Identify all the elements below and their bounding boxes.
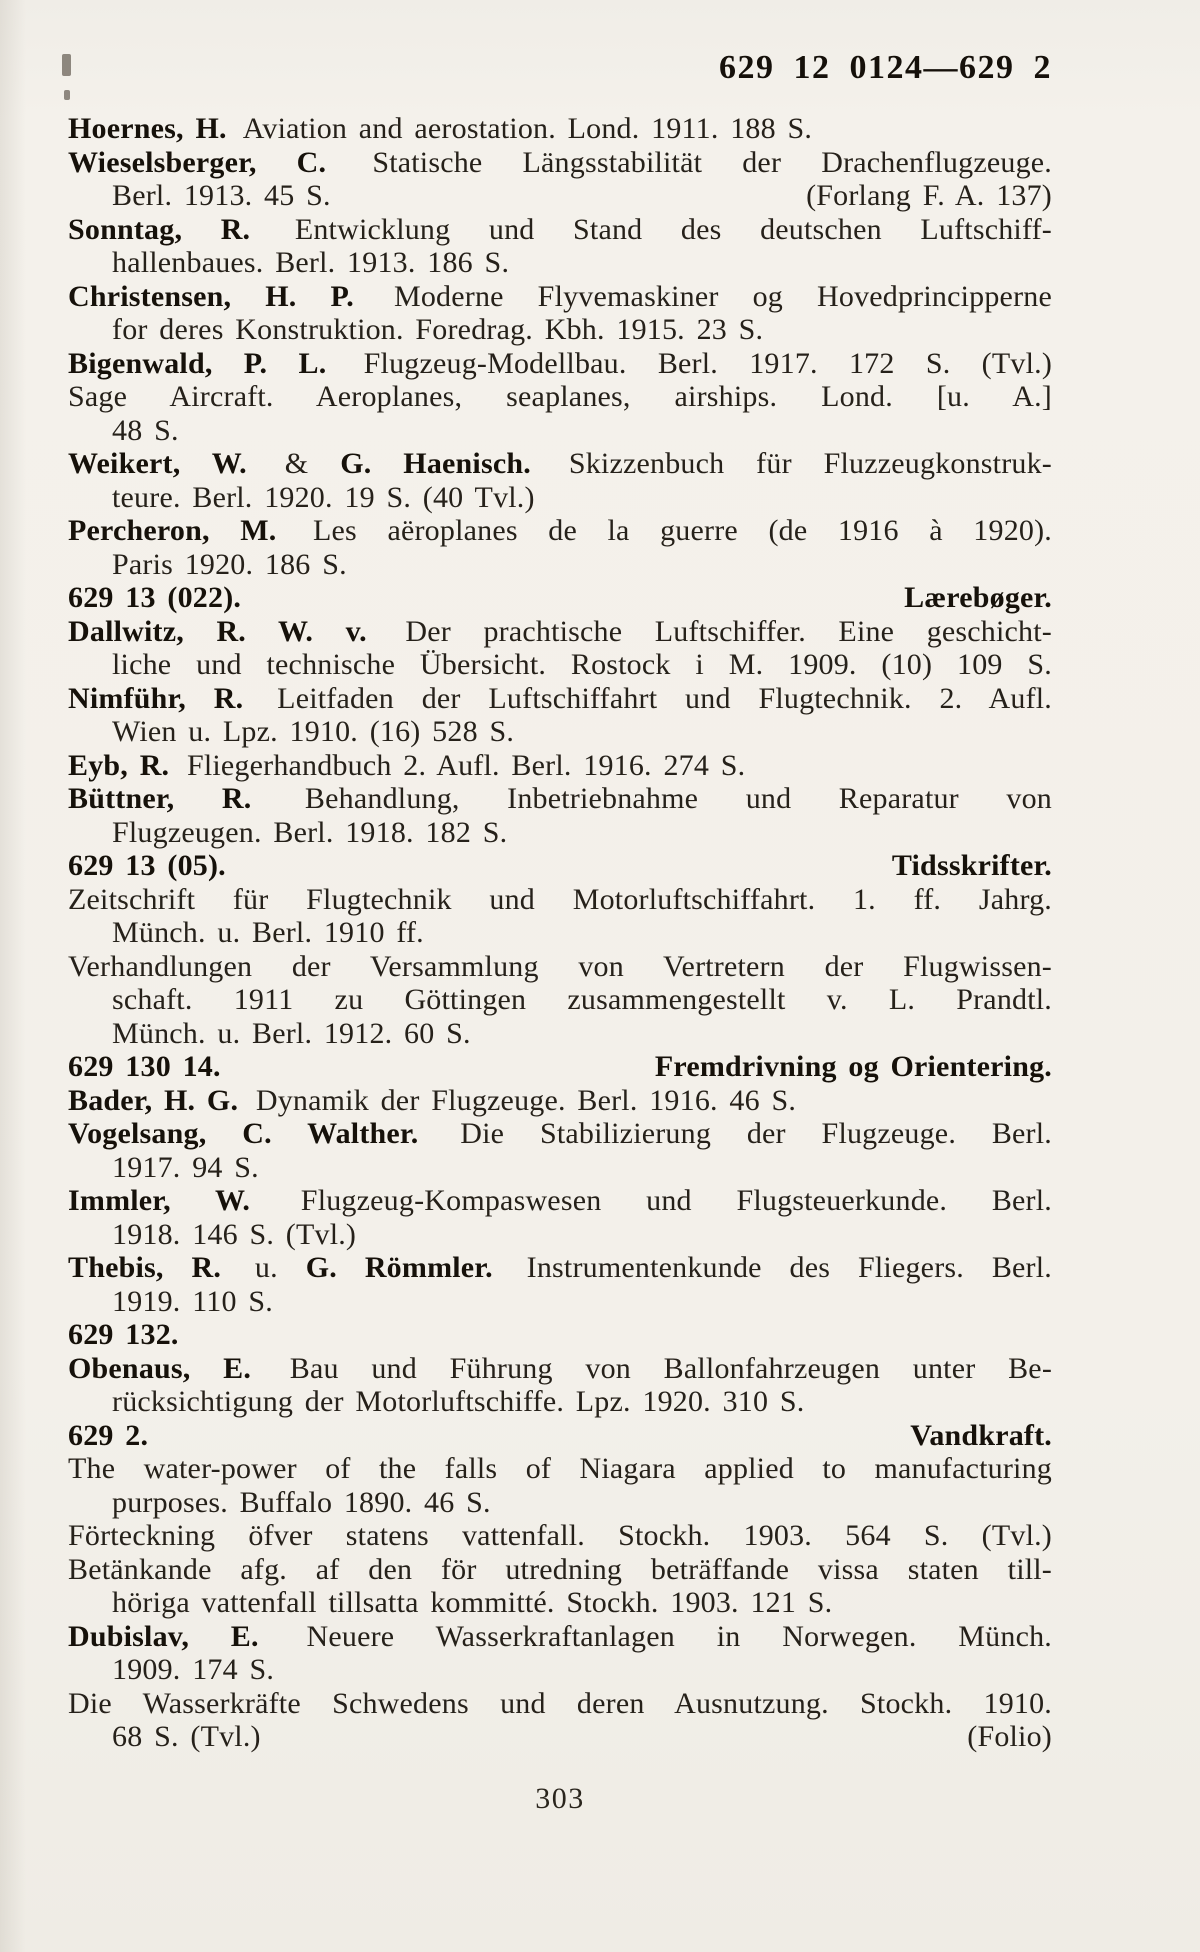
line-text	[112, 246, 509, 279]
line-text	[112, 1151, 259, 1184]
line-text	[112, 548, 347, 581]
catalog-line	[68, 1720, 1052, 1754]
catalog-line	[68, 179, 1052, 213]
line-text	[112, 481, 535, 514]
catalog-line	[68, 280, 1052, 314]
line-text	[68, 514, 1052, 547]
catalog-line	[68, 648, 1052, 682]
line-text	[112, 1385, 804, 1418]
catalog-line	[68, 1017, 1052, 1051]
entry-author: G. Haenisch.	[340, 447, 531, 480]
page-number: 303	[535, 1782, 585, 1815]
line-text	[68, 1084, 796, 1117]
catalog-line	[68, 749, 1052, 783]
entry-text: Sage Aircraft. Aeroplanes, seaplanes, airships. Lond. [u. A.]	[68, 380, 1052, 413]
catalog-line	[68, 1687, 1052, 1721]
line-text	[68, 380, 1052, 413]
entry-author: 629 2.	[68, 1418, 149, 1452]
entry-text: Wien u. Lpz. 1910. (16) 528 S.	[112, 715, 515, 748]
catalog-line	[68, 849, 1052, 883]
catalog-line	[68, 1385, 1052, 1419]
catalog-line	[68, 1151, 1052, 1185]
catalog-line	[68, 816, 1052, 850]
entry-author: 629 13 (05).	[68, 849, 226, 882]
line-text	[68, 280, 1052, 313]
entry-author: Bader, H. G.	[68, 1083, 239, 1117]
entry-text: Instrumentenkunde des Fliegers. Berl.	[498, 1251, 1052, 1284]
catalog-line	[68, 313, 1052, 347]
entry-text: Flugzeugen. Berl. 1918. 182 S.	[112, 815, 508, 849]
line-text	[68, 1687, 1052, 1720]
entry-text: Betänkande afg. af den för utredning beträffande vissa staten till-	[68, 1552, 1052, 1586]
catalog-line	[68, 1586, 1052, 1620]
catalog-lines	[68, 112, 1052, 1754]
catalog-line	[68, 481, 1052, 515]
entry-text: purposes. Buffalo 1890. 46 S.	[112, 1485, 491, 1519]
entry-text: teure. Berl. 1920. 19 S. (40 Tvl.)	[112, 480, 535, 514]
line-text	[68, 1318, 185, 1351]
entry-note: (Folio)	[967, 1720, 1052, 1753]
entry-author: Bigenwald, P. L.	[68, 346, 327, 380]
catalog-line	[68, 1620, 1052, 1654]
entry-author: 629 130 14.	[68, 1050, 221, 1083]
entry-author: Immler, W.	[68, 1184, 251, 1217]
entry-text: Leitfaden der Luftschiffahrt und Flugtechnik. 2. Aufl.	[249, 681, 1052, 715]
entry-text: Münch. u. Berl. 1910 ff.	[112, 916, 424, 949]
entry-text: 1919. 110 S.	[112, 1284, 273, 1318]
line-text	[68, 1620, 1052, 1653]
entry-text: höriga vattenfall tillsatta kommitté. Stockh. 1903. 121 S.	[112, 1586, 833, 1619]
line-text	[68, 1452, 1052, 1485]
catalog-line	[68, 213, 1052, 247]
catalog-line	[68, 1117, 1052, 1151]
catalog-line	[68, 112, 1052, 146]
line-text	[68, 682, 1052, 715]
entry-text: Flugzeug-Kompaswesen und Flugsteuerkunde. Berl.	[256, 1184, 1052, 1217]
entry-text: Paris 1920. 186 S.	[112, 547, 347, 581]
entry-text: Moderne Flyvemaskiner og Hovedprincipperne	[359, 279, 1052, 313]
line-text	[112, 1720, 261, 1754]
catalog-line	[68, 782, 1052, 816]
line-text	[68, 213, 1052, 246]
scan-artifact	[64, 90, 70, 100]
page-header-classification-code: 629 12 0124—629 2	[719, 49, 1052, 86]
entry-text: Zeitschrift für Flugtechnik und Motorluftschiffahrt. 1. ff. Jahrg.	[68, 882, 1052, 916]
entry-author: Wieselsberger, C.	[68, 145, 327, 179]
line-text	[68, 112, 812, 145]
section-label: Tidsskrifter.	[891, 849, 1052, 882]
line-text	[68, 1419, 154, 1453]
catalog-line	[68, 1352, 1052, 1386]
entry-text: hallenbaues. Berl. 1913. 186 S.	[112, 246, 510, 279]
line-text	[68, 950, 1052, 983]
line-text	[112, 1586, 832, 1619]
line-text	[68, 146, 1052, 179]
entry-author: Büttner, R.	[68, 782, 252, 815]
entry-text: Der prachtische Luftschiffer. Eine geschicht-	[372, 614, 1052, 648]
entry-text: Münch. u. Berl. 1912. 60 S.	[112, 1016, 471, 1050]
line-text	[68, 1117, 1052, 1150]
catalog-line	[68, 1084, 1052, 1118]
entry-text: Neuere Wasserkraftanlagen in Norwegen. Münch.	[264, 1619, 1052, 1653]
line-text	[68, 1519, 1052, 1552]
line-text	[68, 1553, 1052, 1586]
line-text	[68, 1251, 1052, 1284]
entry-text: 1918. 146 S. (Tvl.)	[112, 1217, 357, 1251]
catalog-line	[68, 1553, 1052, 1587]
catalog-line	[68, 146, 1052, 180]
entry-text: liche und technische Übersicht. Rostock i M. 1909. (10) 109 S.	[112, 648, 1052, 681]
entry-text: The water-power of the falls of Niagara applied to manufacturing	[68, 1452, 1052, 1485]
entry-author: Hoernes, H.	[68, 112, 227, 145]
catalog-line	[68, 514, 1052, 548]
catalog-line	[68, 447, 1052, 481]
entry-text: rücksichtigung der Motorluftschiffe. Lpz. 1920. 310 S.	[112, 1385, 805, 1418]
entry-text: Aviation and aerostation. Lond. 1911. 188 S.	[232, 112, 813, 145]
entry-text: Die Wasserkräfte Schwedens und deren Ausnutzung. Stockh. 1910.	[68, 1686, 1052, 1720]
entry-text: Behandlung, Inbetriebnahme und Reparatur von	[257, 782, 1052, 815]
line-text	[112, 816, 507, 849]
catalog-line	[68, 682, 1052, 716]
entry-text: Statische Längsstabilität der Drachenflugzeuge.	[332, 145, 1052, 179]
entry-text: u.	[227, 1251, 306, 1284]
catalog-line	[68, 1218, 1052, 1252]
catalog-line	[68, 615, 1052, 649]
entry-author: 629 13 (022).	[68, 581, 242, 614]
entry-text: 68 S. (Tvl.)	[112, 1720, 261, 1753]
line-text	[68, 1184, 1052, 1217]
catalog-line	[68, 414, 1052, 448]
section-label: Vandkraft.	[910, 1418, 1052, 1452]
catalog-line	[68, 380, 1052, 414]
catalog-line	[68, 347, 1052, 381]
entry-text: schaft. 1911 zu Göttingen zusammengestellt v. L. Prandtl.	[112, 983, 1052, 1016]
catalog-line	[68, 1419, 1052, 1453]
entry-author: G. Römmler.	[305, 1251, 493, 1284]
section-label: Fremdrivning og Orientering.	[654, 1050, 1052, 1083]
catalog-line	[68, 1486, 1052, 1520]
catalog-line	[68, 1318, 1052, 1352]
line-text	[68, 849, 232, 883]
entry-text: Verhandlungen der Versammlung von Vertretern der Flugwissen-	[68, 949, 1052, 983]
entry-author: Dubislav, E.	[68, 1619, 259, 1653]
catalog-line	[68, 1251, 1052, 1285]
catalog-line	[68, 715, 1052, 749]
catalog-line	[68, 1653, 1052, 1687]
catalog-line	[68, 1452, 1052, 1486]
line-text	[68, 749, 745, 782]
section-label: Lærebøger.	[904, 581, 1052, 614]
entry-text: Dynamik der Flugzeuge. Berl. 1916. 46 S.	[244, 1083, 797, 1117]
entry-author: Thebis, R.	[68, 1251, 222, 1284]
entry-note: (Forlang F. A. 137)	[806, 179, 1052, 212]
entry-author: Dallwitz, R. W. v.	[68, 614, 367, 648]
entry-text: Entwicklung und Stand des deutschen Luftschiff-	[256, 212, 1052, 246]
line-text	[68, 782, 1052, 815]
entry-text: 1909. 174 S.	[112, 1653, 275, 1686]
line-text	[68, 1352, 1052, 1385]
entry-text: Die Stabilizierung der Flugzeuge. Berl.	[424, 1117, 1052, 1150]
entry-author: Nimführ, R.	[68, 681, 244, 715]
entry-author: Eyb, R.	[68, 748, 170, 782]
line-text	[112, 983, 1052, 1016]
line-text	[68, 615, 1052, 648]
entry-text: Berl. 1913. 45 S.	[112, 179, 331, 212]
line-text	[68, 581, 247, 615]
entry-text: &	[252, 447, 341, 480]
entry-text: Flugzeug-Modellbau. Berl. 1917. 172 S. (Tvl.)	[332, 346, 1053, 380]
entry-author: Vogelsang, C. Walther.	[68, 1117, 419, 1150]
entry-text: Skizzenbuch für Fluzzeugkonstruk-	[536, 447, 1052, 480]
line-text	[112, 179, 331, 213]
entry-author: Weikert, W.	[68, 447, 247, 480]
entry-text: 1917. 94 S.	[112, 1150, 259, 1184]
entry-text: Bau und Führung von Ballonfahrzeugen unter Be-	[257, 1351, 1053, 1385]
line-text	[112, 916, 424, 949]
line-text	[112, 1017, 471, 1050]
line-text	[112, 648, 1052, 681]
catalog-line	[68, 1519, 1052, 1553]
catalog-line	[68, 246, 1052, 280]
line-text	[68, 1050, 227, 1084]
line-text	[112, 715, 514, 748]
scan-edge-shadow	[0, 0, 26, 1952]
catalog-line	[68, 1184, 1052, 1218]
catalog-line	[68, 950, 1052, 984]
entry-author: Obenaus, E.	[68, 1351, 252, 1385]
entry-author: Sonntag, R.	[68, 212, 251, 246]
entry-author: 629 132.	[68, 1318, 179, 1351]
entry-text: 48 S.	[112, 413, 179, 447]
line-text	[112, 1486, 491, 1519]
entry-author: Percheron, M.	[68, 514, 277, 547]
line-text	[68, 883, 1052, 916]
line-text	[68, 347, 1052, 380]
catalog-line	[68, 548, 1052, 582]
entry-text: for deres Konstruktion. Foredrag. Kbh. 1915. 23 S.	[112, 313, 764, 346]
catalog-line	[68, 883, 1052, 917]
catalog-line	[68, 1285, 1052, 1319]
entry-text: Les aëroplanes de la guerre (de 1916 à 1920).	[282, 514, 1052, 547]
line-text	[112, 313, 763, 346]
line-text	[112, 414, 179, 447]
line-text	[112, 1285, 273, 1318]
entry-text: Förteckning öfver statens vattenfall. Stockh. 1903. 564 S. (Tvl.)	[68, 1519, 1052, 1552]
catalog-line	[68, 581, 1052, 615]
catalog-line	[68, 1050, 1052, 1084]
entry-author: Christensen, H. P.	[68, 279, 354, 313]
line-text	[112, 1218, 356, 1251]
catalog-line	[68, 916, 1052, 950]
entry-text: Fliegerhandbuch 2. Aufl. Berl. 1916. 274 S.	[175, 748, 746, 782]
catalog-line	[68, 983, 1052, 1017]
line-text	[112, 1653, 274, 1686]
line-text	[68, 447, 1052, 480]
